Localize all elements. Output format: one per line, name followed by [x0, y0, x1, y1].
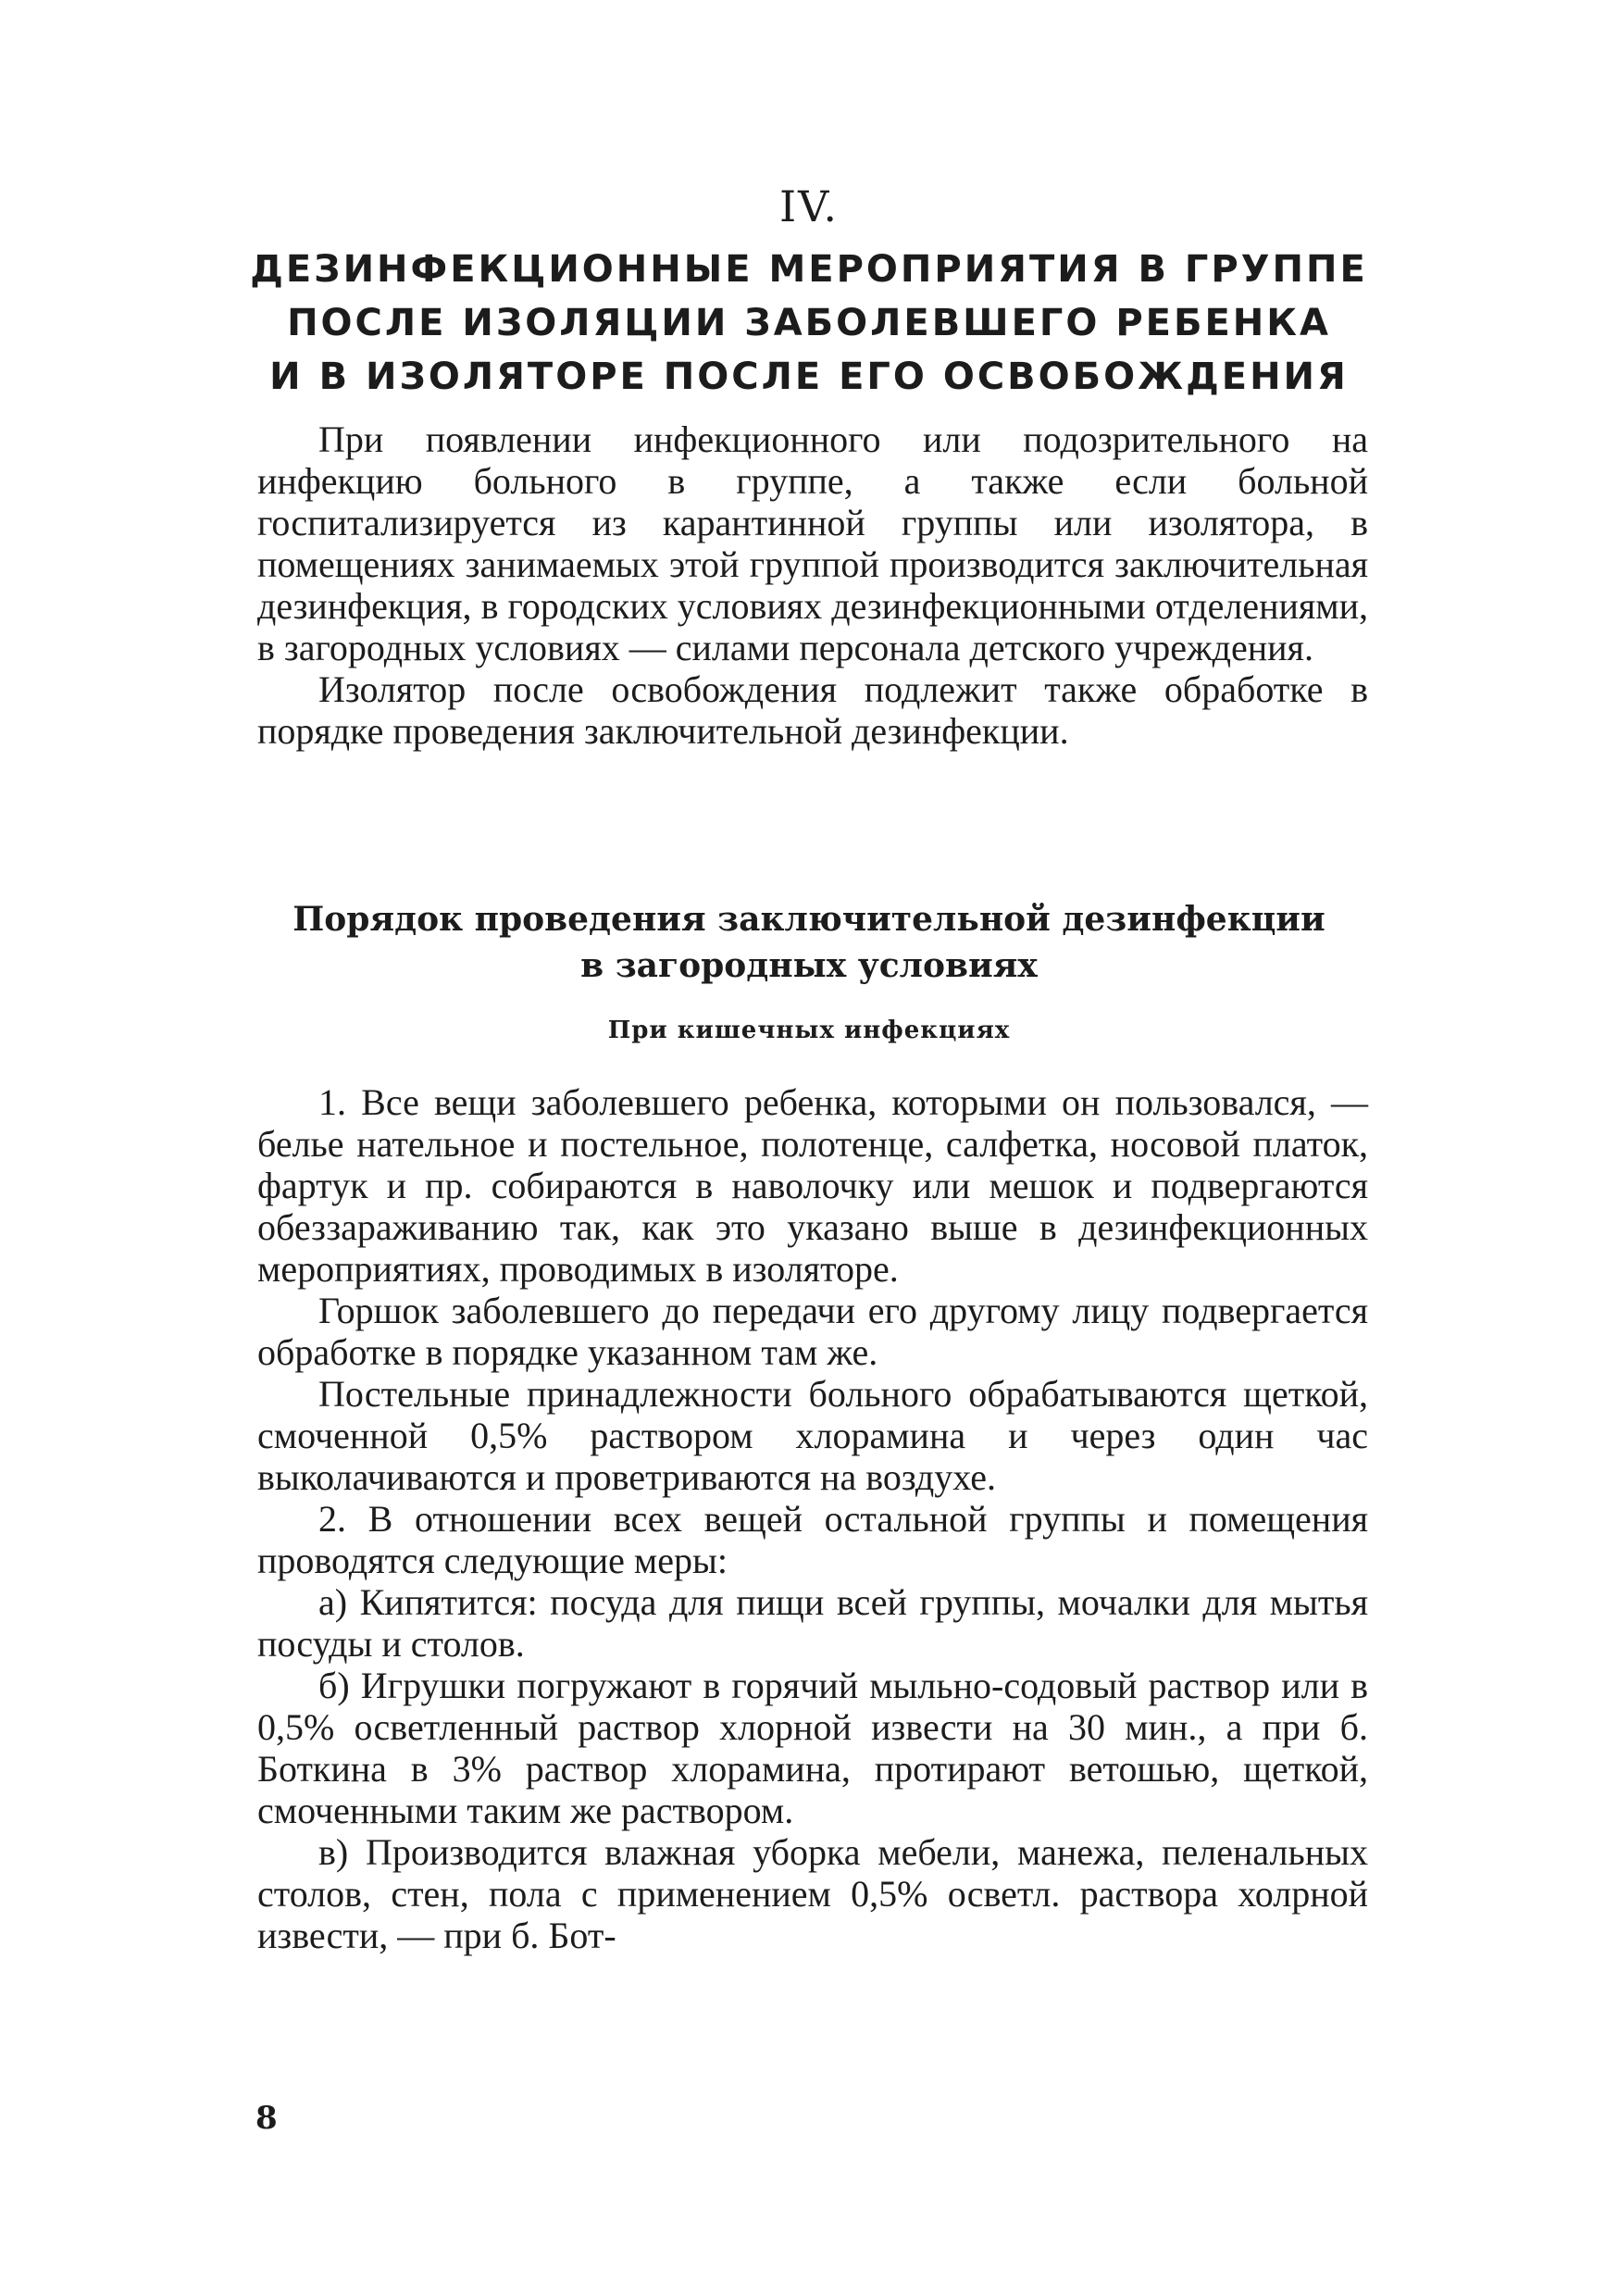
chapter-title-line: ДЕЗИНФЕКЦИОННЫЕ МЕРОПРИЯТИЯ В ГРУППЕ [250, 248, 1368, 291]
intro-text [257, 418, 1368, 752]
paragraph: 1. Все вещи заболевшего ребенка, которыми он пользовался, — белье нательное и постельное, полотенце, салфетка, носовой платок, фартук и пр. собираются в наволочку или мешок и подвергаются обеззараживанию так, как это указано выше в дезинфекционных мероприятиях, проводимых в изоляторе. [257, 1081, 1368, 1290]
paragraph: При появлении инфекционного или подозрительного на инфекцию больного в группе, а также если больной госпитализируется из карантинной группы или изолятора, в помещениях занимаемых этой группой производится заключительная дезинфекция, в городских условиях дезинфекционными отделениями, в загородных условиях — силами персонала детского учреждения. [257, 418, 1368, 668]
paragraph: 2. В отношении всех вещей остальной группы и помещения проводятся следующие меры: [257, 1498, 1368, 1581]
paragraph: в) Производится влажная уборка мебели, манежа, пеленальных столов, стен, пола с применением 0,5% осветл. раствора холрной извести, — при б. Бот- [257, 1831, 1368, 1956]
section-title [0, 896, 1618, 989]
paragraph: Изолятор после освобождения подлежит также обработке в порядке проведения заключительной дезинфекции. [257, 668, 1368, 752]
chapter-title [0, 243, 1618, 404]
chapter-title-line: ПОСЛЕ ИЗОЛЯЦИИ ЗАБОЛЕВШЕГО РЕБЕНКА [287, 302, 1331, 344]
section-title-line: в загородных условиях [580, 946, 1038, 985]
paragraph: а) Кипятится: посуда для пищи всей группы, мочалки для мытья посуды и столов. [257, 1581, 1368, 1665]
section-title-line: Порядок проведения заключительной дезинфекции [292, 900, 1326, 939]
paragraph: б) Игрушки погружают в горячий мыльно-содовый раствор или в 0,5% осветленный раствор хлорной извести на 30 мин., а при б. Боткина в 3% раствор хлорамина, протирают ветошью, щеткой, смоченными таким же раствором. [257, 1665, 1368, 1831]
paragraph: Горшок заболевшего до передачи его другому лицу подвергается обработке в порядке указанном там же. [257, 1290, 1368, 1373]
paragraph: Постельные принадлежности больного обрабатываются щеткой, смоченной 0,5% раствором хлорамина и через один час выколачиваются и проветриваются на воздухе. [257, 1373, 1368, 1498]
page-number: 8 [255, 2100, 278, 2137]
chapter-title-line: И В ИЗОЛЯТОРЕ ПОСЛЕ ЕГО ОСВОБОЖДЕНИЯ [269, 356, 1349, 398]
chapter-number: IV. [779, 181, 839, 231]
section-text [257, 1081, 1368, 1956]
subsection-title: При кишечных инфекциях [607, 1017, 1011, 1044]
